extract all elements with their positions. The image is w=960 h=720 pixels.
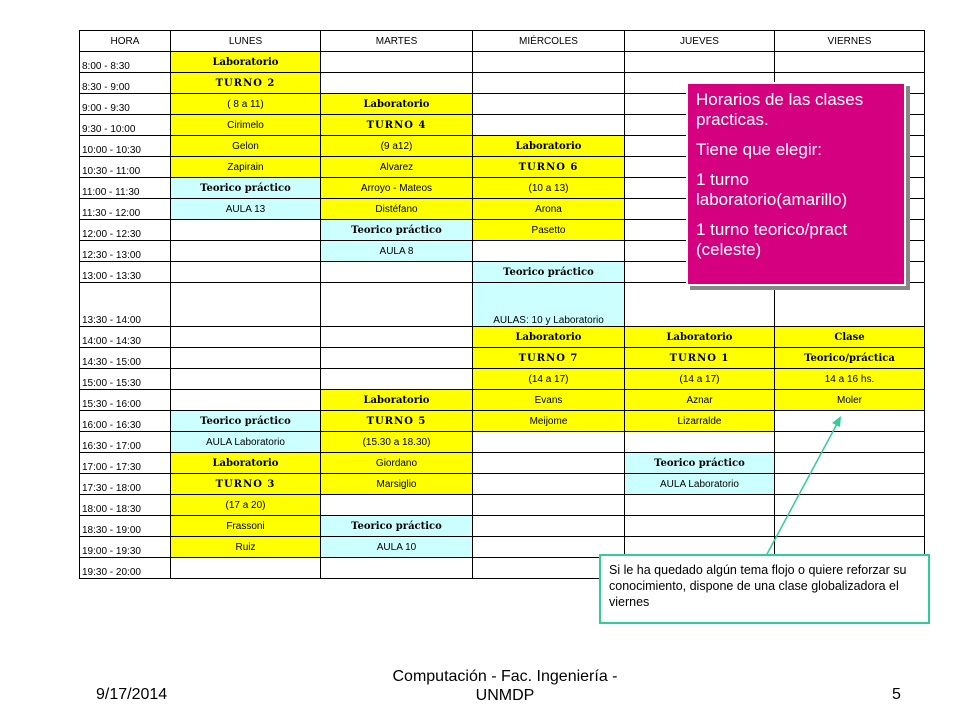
slot-viernes: Teorico/práctica [775, 348, 925, 369]
hour-cell: 8:00 - 8:30 [80, 52, 171, 73]
slot-jueves: Laboratorio [625, 327, 775, 348]
slot-martes: Arroyo - Mateos [321, 178, 473, 199]
slot-martes: TURNO 4 [321, 115, 473, 136]
hour-cell: 14:00 - 14:30 [80, 327, 171, 348]
hour-cell: 16:30 - 17:00 [80, 432, 171, 453]
slot-lunes: ( 8 a 11) [171, 94, 321, 115]
slot-jueves: TURNO 1 [625, 348, 775, 369]
globalizadora-note: Si le ha quedado algún tema flojo o quiere reforzar su conocimiento, dispone de una clase globalizadora el viernes [599, 554, 930, 624]
slot-lunes: TURNO 2 [171, 73, 321, 94]
hour-cell: 12:00 - 12:30 [80, 220, 171, 241]
slot-miercoles: TURNO 6 [473, 157, 625, 178]
hour-cell: 18:00 - 18:30 [80, 495, 171, 516]
slot-viernes: Moler [775, 390, 925, 411]
slot-lunes: Ruiz [171, 537, 321, 558]
footer-date: 9/17/2014 [96, 686, 168, 703]
slot-martes: Alvarez [321, 157, 473, 178]
slot-lunes: (17 a 20) [171, 495, 321, 516]
hour-cell: 10:00 - 10:30 [80, 136, 171, 157]
hour-cell: 9:00 - 9:30 [80, 94, 171, 115]
slot-miercoles: Pasetto [473, 220, 625, 241]
hour-cell: 12:30 - 13:00 [80, 241, 171, 262]
slot-lunes: Teorico práctico [171, 178, 321, 199]
slot-lunes: Cirimelo [171, 115, 321, 136]
hour-cell: 10:30 - 11:00 [80, 157, 171, 178]
hour-cell: 13:00 - 13:30 [80, 262, 171, 283]
slot-jueves: Teorico práctico [625, 453, 775, 474]
hour-cell: 17:30 - 18:00 [80, 474, 171, 495]
slot-jueves: AULA Laboratorio [625, 474, 775, 495]
callout-choose: Tiene que elegir: [696, 140, 823, 159]
slot-miercoles: TURNO 7 [473, 348, 625, 369]
callout-teoria: 1 turno teorico/pract (celeste) [696, 220, 848, 259]
column-header: MIÉRCOLES [473, 31, 625, 52]
slot-martes: Laboratorio [321, 94, 473, 115]
slot-miercoles: (14 a 17) [473, 369, 625, 390]
slot-miercoles: Meijome [473, 411, 625, 432]
slot-miercoles: Laboratorio [473, 136, 625, 157]
slot-martes: Marsiglio [321, 474, 473, 495]
footer-institution: Computación - Fac. Ingeniería - UNMDP [392, 668, 618, 704]
slot-lunes: TURNO 3 [171, 474, 321, 495]
slot-lunes: Zapirain [171, 157, 321, 178]
hour-cell: 15:00 - 15:30 [80, 369, 171, 390]
hour-cell: 13:30 - 14:00 [80, 283, 171, 327]
hour-cell: 19:00 - 19:30 [80, 537, 171, 558]
slot-jueves: Aznar [625, 390, 775, 411]
slot-miercoles: Arona [473, 199, 625, 220]
hour-cell: 16:00 - 16:30 [80, 411, 171, 432]
slot-martes: AULA 10 [321, 537, 473, 558]
slot-lunes: Laboratorio [171, 453, 321, 474]
slot-miercoles: AULAS: 10 y Laboratorio [473, 283, 625, 327]
slot-martes: Teorico práctico [321, 220, 473, 241]
hour-cell: 15:30 - 16:00 [80, 390, 171, 411]
slot-viernes: Clase [775, 327, 925, 348]
hour-cell: 9:30 - 10:00 [80, 115, 171, 136]
slot-lunes: Frassoni [171, 516, 321, 537]
hour-cell: 11:00 - 11:30 [80, 178, 171, 199]
slot-lunes: Gelon [171, 136, 321, 157]
slot-viernes: 14 a 16 hs. [775, 369, 925, 390]
slot-martes: Giordano [321, 453, 473, 474]
footer-page-number: 5 [892, 686, 901, 703]
slot-miercoles: Teorico práctico [473, 262, 625, 283]
slot-lunes: Laboratorio [171, 52, 321, 73]
callout-title: Horarios de las clases practicas. [696, 90, 864, 129]
slot-martes: (15.30 a 18.30) [321, 432, 473, 453]
column-header: LUNES [171, 31, 321, 52]
slot-martes: AULA 8 [321, 241, 473, 262]
hour-cell: 11:30 - 12:00 [80, 199, 171, 220]
hour-cell: 14:30 - 15:00 [80, 348, 171, 369]
slot-miercoles: (10 a 13) [473, 178, 625, 199]
slot-martes: Teorico práctico [321, 516, 473, 537]
slot-jueves: Lizarralde [625, 411, 775, 432]
slot-martes: Distéfano [321, 199, 473, 220]
slot-miercoles: Laboratorio [473, 327, 625, 348]
hour-cell: 19:30 - 20:00 [80, 558, 171, 579]
slot-jueves: (14 a 17) [625, 369, 775, 390]
slot-miercoles: Evans [473, 390, 625, 411]
slot-lunes: AULA Laboratorio [171, 432, 321, 453]
column-header: MARTES [321, 31, 473, 52]
hour-cell: 8:30 - 9:00 [80, 73, 171, 94]
column-header: HORA [80, 31, 171, 52]
slot-martes: (9 a12) [321, 136, 473, 157]
column-header: JUEVES [625, 31, 775, 52]
hour-cell: 18:30 - 19:00 [80, 516, 171, 537]
callout-lab: 1 turno laboratorio(amarillo) [696, 170, 848, 209]
slot-martes: Laboratorio [321, 390, 473, 411]
slot-lunes: Teorico práctico [171, 411, 321, 432]
column-header: VIERNES [775, 31, 925, 52]
slot-martes: TURNO 5 [321, 411, 473, 432]
slot-lunes: AULA 13 [171, 199, 321, 220]
hour-cell: 17:00 - 17:30 [80, 453, 171, 474]
